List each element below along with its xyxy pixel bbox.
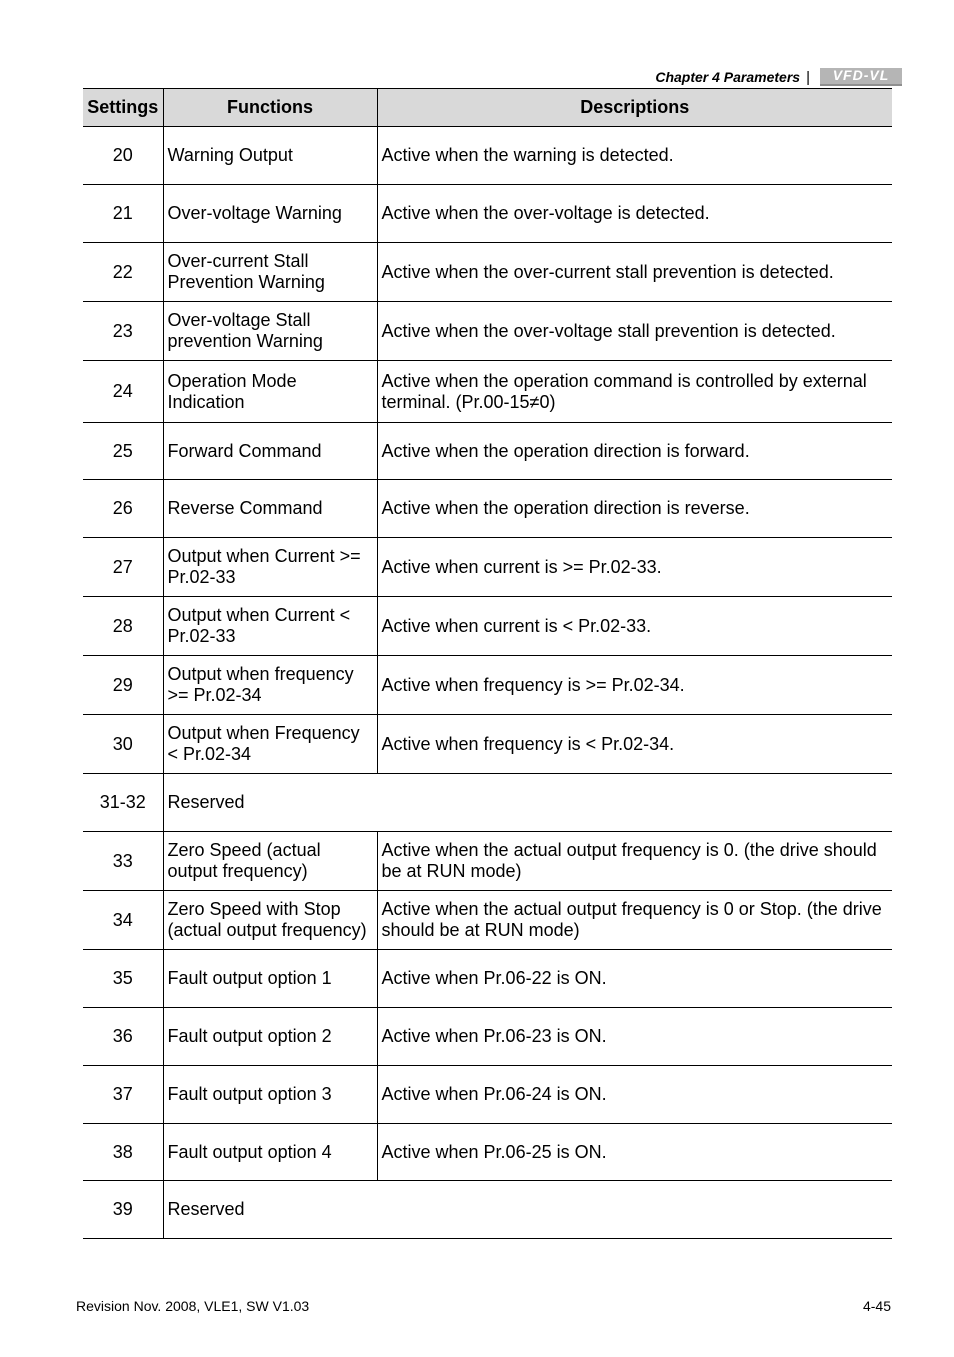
table-row (83, 302, 892, 361)
function-cell: Zero Speed (actual output frequency) (163, 832, 377, 891)
table-row (83, 185, 892, 243)
setting-cell: 26 (83, 480, 163, 538)
setting-cell: 36 (83, 1008, 163, 1066)
setting-cell: 23 (83, 302, 163, 361)
table-row (83, 538, 892, 597)
setting-cell: 31-32 (83, 774, 163, 832)
description-cell: Active when the operation direction is reverse. (377, 480, 892, 538)
function-cell: Zero Speed with Stop (actual output frequency) (163, 891, 377, 950)
function-cell: Output when Current < Pr.02-33 (163, 597, 377, 656)
setting-cell: 28 (83, 597, 163, 656)
setting-cell: 39 (83, 1181, 163, 1239)
setting-cell: 35 (83, 950, 163, 1008)
description-cell: Active when the actual output frequency is 0. (the drive should be at RUN mode) (377, 832, 892, 891)
footer-page-number: 4-45 (862, 1298, 891, 1314)
description-cell: Active when the over-voltage is detected. (377, 185, 892, 243)
function-cell: Output when frequency >= Pr.02-34 (163, 656, 377, 715)
function-cell: Reserved (163, 774, 892, 832)
function-cell: Reverse Command (163, 480, 377, 538)
logo-text: VFD-VL (832, 67, 890, 83)
setting-cell: 24 (83, 361, 163, 423)
setting-cell: 22 (83, 243, 163, 302)
description-cell: Active when the operation command is controlled by external terminal. (Pr.00-15≠0) (377, 361, 892, 423)
function-cell: Operation Mode Indication (163, 361, 377, 423)
table-row (83, 1008, 892, 1066)
description-cell: Active when Pr.06-22 is ON. (377, 950, 892, 1008)
description-cell: Active when current is >= Pr.02-33. (377, 538, 892, 597)
table-header-row (83, 89, 892, 127)
function-cell: Output when Current >= Pr.02-33 (163, 538, 377, 597)
table-row (83, 243, 892, 302)
function-cell: Forward Command (163, 423, 377, 480)
description-cell: Active when current is < Pr.02-33. (377, 597, 892, 656)
table-row (83, 774, 892, 832)
header-settings: Settings (83, 89, 163, 127)
table-row (83, 597, 892, 656)
description-cell: Active when Pr.06-25 is ON. (377, 1124, 892, 1181)
vfd-vl-logo (820, 68, 902, 86)
setting-cell: 38 (83, 1124, 163, 1181)
setting-cell: 33 (83, 832, 163, 891)
description-cell: Active when Pr.06-23 is ON. (377, 1008, 892, 1066)
description-cell: Active when the operation direction is forward. (377, 423, 892, 480)
header-separator: | (806, 68, 810, 86)
table-row (83, 1124, 892, 1181)
description-cell: Active when the over-voltage stall prevention is detected. (377, 302, 892, 361)
page-header (655, 66, 902, 88)
header-descriptions: Descriptions (377, 89, 892, 127)
table-row (83, 127, 892, 185)
table-row (83, 715, 892, 774)
function-cell: Fault output option 2 (163, 1008, 377, 1066)
setting-cell: 37 (83, 1066, 163, 1124)
function-cell: Over-voltage Warning (163, 185, 377, 243)
table-row (83, 480, 892, 538)
footer-revision: Revision Nov. 2008, VLE1, SW V1.03 (76, 1298, 310, 1314)
function-cell: Fault output option 3 (163, 1066, 377, 1124)
settings-table (83, 88, 892, 1239)
header-functions: Functions (163, 89, 377, 127)
chapter-title: Chapter 4 Parameters (655, 69, 801, 85)
setting-cell: 29 (83, 656, 163, 715)
setting-cell: 20 (83, 127, 163, 185)
function-cell: Fault output option 1 (163, 950, 377, 1008)
function-cell: Warning Output (163, 127, 377, 185)
setting-cell: 30 (83, 715, 163, 774)
setting-cell: 27 (83, 538, 163, 597)
function-cell: Over-current Stall Prevention Warning (163, 243, 377, 302)
description-cell: Active when frequency is >= Pr.02-34. (377, 656, 892, 715)
table-row (83, 1066, 892, 1124)
table-row (83, 361, 892, 423)
table-row (83, 891, 892, 950)
table-body (83, 127, 892, 1239)
table-row (83, 656, 892, 715)
table-row (83, 423, 892, 480)
description-cell: Active when Pr.06-24 is ON. (377, 1066, 892, 1124)
table-row (83, 832, 892, 891)
table-row (83, 950, 892, 1008)
description-cell: Active when frequency is < Pr.02-34. (377, 715, 892, 774)
description-cell: Active when the warning is detected. (377, 127, 892, 185)
function-cell: Fault output option 4 (163, 1124, 377, 1181)
setting-cell: 21 (83, 185, 163, 243)
setting-cell: 34 (83, 891, 163, 950)
function-cell: Output when Frequency < Pr.02-34 (163, 715, 377, 774)
setting-cell: 25 (83, 423, 163, 480)
function-cell: Reserved (163, 1181, 892, 1239)
description-cell: Active when the actual output frequency is 0 or Stop. (the drive should be at RUN mode) (377, 891, 892, 950)
function-cell: Over-voltage Stall prevention Warning (163, 302, 377, 361)
table-row (83, 1181, 892, 1239)
description-cell: Active when the over-current stall prevention is detected. (377, 243, 892, 302)
